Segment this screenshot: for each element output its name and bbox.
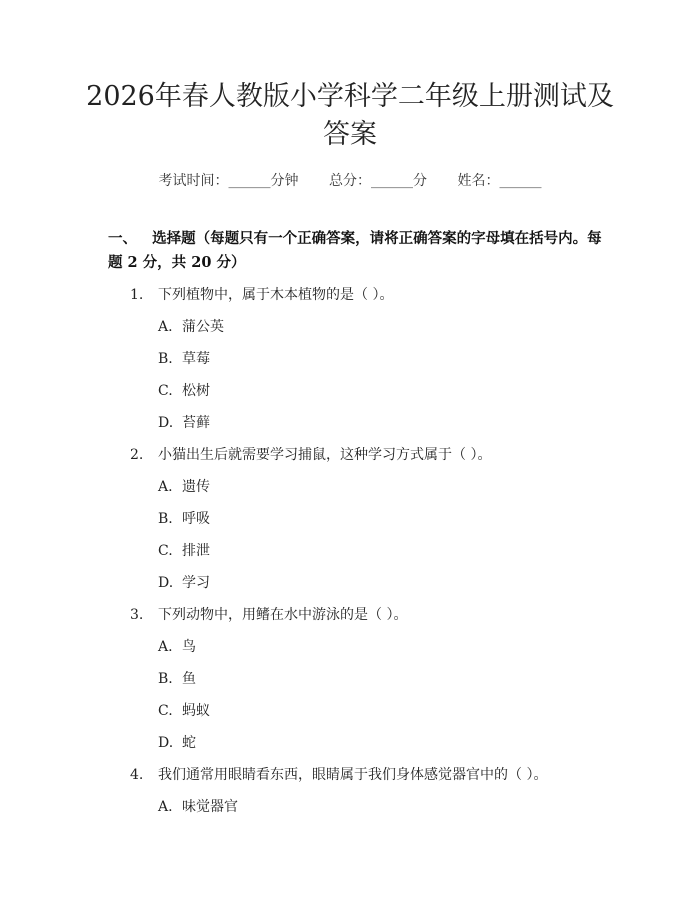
question-text: 我们通常用眼睛看东西，眼睛属于我们身体感觉器官中的（ ）。 xyxy=(158,767,548,783)
option-letter: A. xyxy=(158,799,173,815)
answer-option xyxy=(158,476,210,496)
option-letter: C. xyxy=(158,383,173,399)
answer-option xyxy=(158,796,238,816)
option-letter: C. xyxy=(158,703,173,719)
option-letter: A. xyxy=(158,319,173,335)
question-number: 2. xyxy=(130,447,144,463)
answer-option xyxy=(158,572,210,592)
question-number: 1. xyxy=(130,287,144,303)
question-item xyxy=(130,604,407,624)
option-letter: A. xyxy=(158,479,173,495)
answer-option xyxy=(158,732,196,752)
section-heading xyxy=(108,227,608,275)
option-letter: D. xyxy=(158,575,174,591)
option-letter: D. xyxy=(158,415,174,431)
option-text: 松树 xyxy=(182,383,210,399)
exam-info xyxy=(0,170,700,190)
question-item xyxy=(130,764,547,784)
answer-option xyxy=(158,508,210,528)
option-letter: B. xyxy=(158,351,173,367)
option-text: 蚂蚁 xyxy=(182,703,210,719)
section-text: 选择题（每题只有一个正确答案，请将正确答案的字母填在括号内。每题 2 分，共 20 分） xyxy=(108,230,602,271)
option-text: 鱼 xyxy=(182,671,196,687)
answer-option xyxy=(158,412,210,432)
exam-name: 姓名：______ xyxy=(457,173,542,189)
option-text: 草莓 xyxy=(182,351,210,367)
question-number: 3. xyxy=(130,607,144,623)
answer-option xyxy=(158,540,210,560)
answer-option xyxy=(158,316,224,336)
answer-option xyxy=(158,636,196,656)
option-letter: B. xyxy=(158,671,173,687)
option-text: 蒲公英 xyxy=(182,319,224,335)
option-letter: A. xyxy=(158,639,173,655)
question-item xyxy=(130,284,393,304)
option-text: 呼吸 xyxy=(182,511,210,527)
title-line-2: 答案 xyxy=(323,119,377,150)
option-text: 遗传 xyxy=(182,479,210,495)
option-text: 鸟 xyxy=(182,639,196,655)
exam-total-score: 总分：______分 xyxy=(329,173,427,189)
option-text: 味觉器官 xyxy=(182,799,238,815)
option-text: 苔藓 xyxy=(182,415,210,431)
option-text: 学习 xyxy=(182,575,210,591)
document-title xyxy=(60,78,640,154)
question-text: 下列植物中，属于木本植物的是（ ）。 xyxy=(158,287,394,303)
option-letter: B. xyxy=(158,511,173,527)
option-letter: C. xyxy=(158,543,173,559)
answer-option xyxy=(158,700,210,720)
option-text: 排泄 xyxy=(182,543,210,559)
option-text: 蛇 xyxy=(182,735,196,751)
question-item xyxy=(130,444,491,464)
question-text: 下列动物中，用鳍在水中游泳的是（ ）。 xyxy=(158,607,408,623)
option-letter: D. xyxy=(158,735,174,751)
exam-time: 考试时间：______分钟 xyxy=(158,173,299,189)
title-line-1: 2026年春人教版小学科学二年级上册测试及 xyxy=(86,81,614,112)
answer-option xyxy=(158,348,210,368)
answer-option xyxy=(158,380,210,400)
question-text: 小猫出生后就需要学习捕鼠，这种学习方式属于（ ）。 xyxy=(158,447,492,463)
section-number: 一、 xyxy=(108,230,137,247)
question-number: 4. xyxy=(130,767,144,783)
answer-option xyxy=(158,668,196,688)
